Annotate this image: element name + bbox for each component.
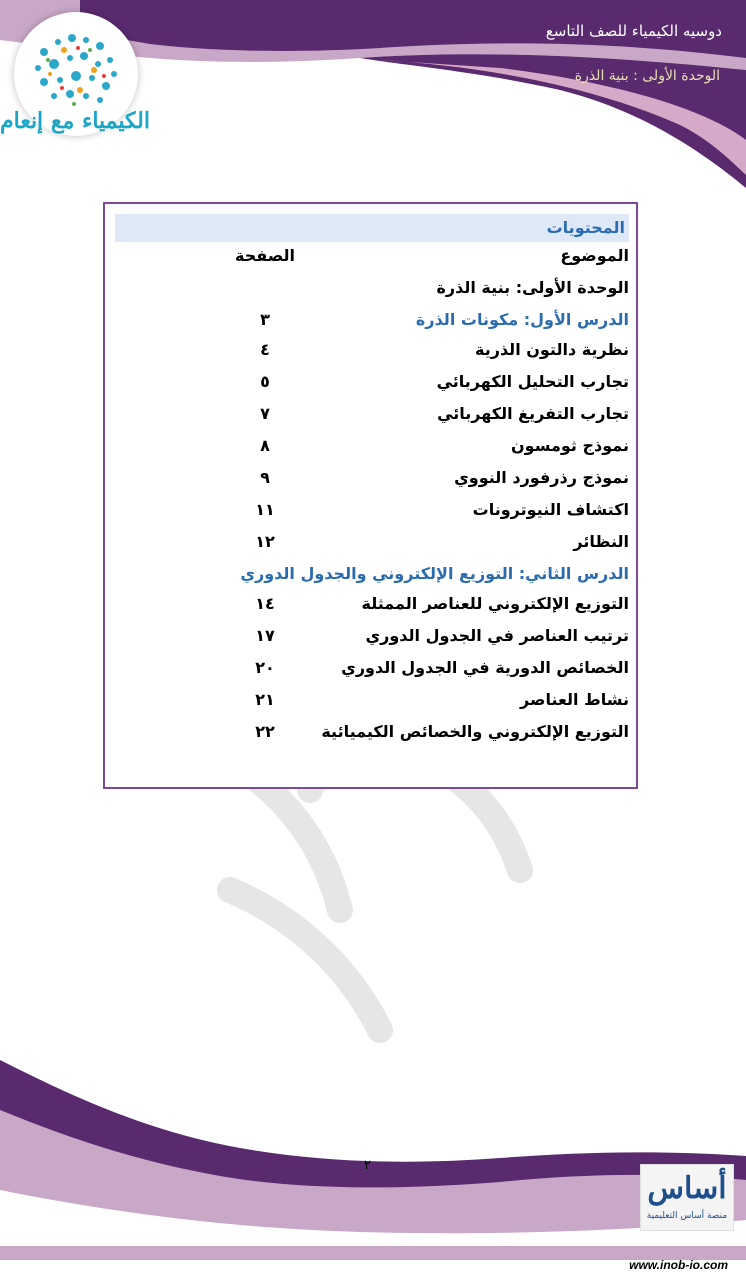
- toc-row: [117, 594, 629, 624]
- toc-item-title: النظائر: [573, 532, 629, 551]
- brand-tagline: منصة أساس التعليمية: [646, 1211, 728, 1221]
- toc-page-number: ٣: [260, 310, 270, 329]
- toc-item-title: اكتشاف النيوترونات: [472, 500, 629, 519]
- toc-column-headers: [117, 246, 629, 276]
- column-page: الصفحة: [234, 246, 295, 265]
- toc-unit-title: الوحدة الأولى: بنية الذرة: [436, 278, 629, 297]
- toc-item-title: التوزيع الإلكتروني للعناصر الممثلة: [361, 594, 629, 613]
- toc-lesson-title: الدرس الأول: مكونات الذرة: [415, 310, 629, 329]
- toc-page-number: ٩: [260, 468, 270, 487]
- toc-row: [117, 404, 629, 434]
- site-url-link[interactable]: www.inob-io.com: [629, 1258, 728, 1272]
- toc-page-number: ١٧: [255, 626, 275, 645]
- footer-band: [0, 1060, 746, 1260]
- toc-item-title: التوزيع الإلكتروني والخصائص الكيميائية: [321, 722, 629, 741]
- toc-page-number: ١٢: [255, 532, 275, 551]
- toc-row: [117, 658, 629, 688]
- toc-row: [117, 436, 629, 466]
- toc-row: [117, 626, 629, 656]
- table-of-contents: [103, 202, 638, 789]
- toc-page-number: ١٤: [255, 594, 275, 613]
- toc-item-title: ترتيب العناصر في الجدول الدوري: [365, 626, 629, 645]
- page-number: ٢: [364, 1158, 371, 1173]
- toc-page-number: ٢٢: [255, 722, 275, 741]
- header-title: دوسيه الكيمياء للصف التاسع: [545, 22, 722, 40]
- toc-page-number: ٤: [260, 340, 270, 359]
- toc-page-number: ٨: [260, 436, 270, 455]
- toc-page-number: ٢١: [255, 690, 275, 709]
- toc-item-title: نشاط العناصر: [520, 690, 629, 709]
- toc-row: [117, 722, 629, 752]
- toc-lesson-title: الدرس الثاني: التوزيع الإلكتروني والجدول الدوري: [240, 564, 629, 583]
- toc-row: [117, 278, 629, 308]
- column-topic: الموضوع: [560, 246, 629, 265]
- toc-row: [117, 372, 629, 402]
- toc-heading: المحتويات: [115, 214, 629, 242]
- toc-page-number: ٢٠: [255, 658, 275, 677]
- toc-item-title: تجارب التحليل الكهربائي: [436, 372, 629, 391]
- toc-row: [117, 310, 629, 340]
- toc-item-title: تجارب التفريغ الكهربائي: [437, 404, 629, 423]
- toc-row: [117, 564, 629, 594]
- toc-page-number: ٧: [260, 404, 270, 423]
- toc-row: [117, 340, 629, 370]
- toc-row: [117, 532, 629, 562]
- toc-item-title: نظرية دالتون الذرية: [475, 340, 629, 359]
- toc-row: [117, 690, 629, 720]
- logo-text: الكيمياء مع إنعام: [0, 108, 150, 134]
- toc-row: [117, 500, 629, 530]
- toc-item-title: الخصائص الدورية في الجدول الدوري: [341, 658, 629, 677]
- header-subtitle: الوحدة الأولى : بنية الذرة: [574, 68, 720, 84]
- toc-row: [117, 468, 629, 498]
- toc-page-number: ٥: [260, 372, 270, 391]
- toc-item-title: نموذج رذرفورد النووي: [454, 468, 629, 487]
- toc-item-title: نموذج ثومسون: [511, 436, 629, 455]
- brand-logo: [640, 1164, 734, 1231]
- toc-page-number: ١١: [255, 500, 275, 519]
- brand-name: أساس: [647, 1171, 727, 1206]
